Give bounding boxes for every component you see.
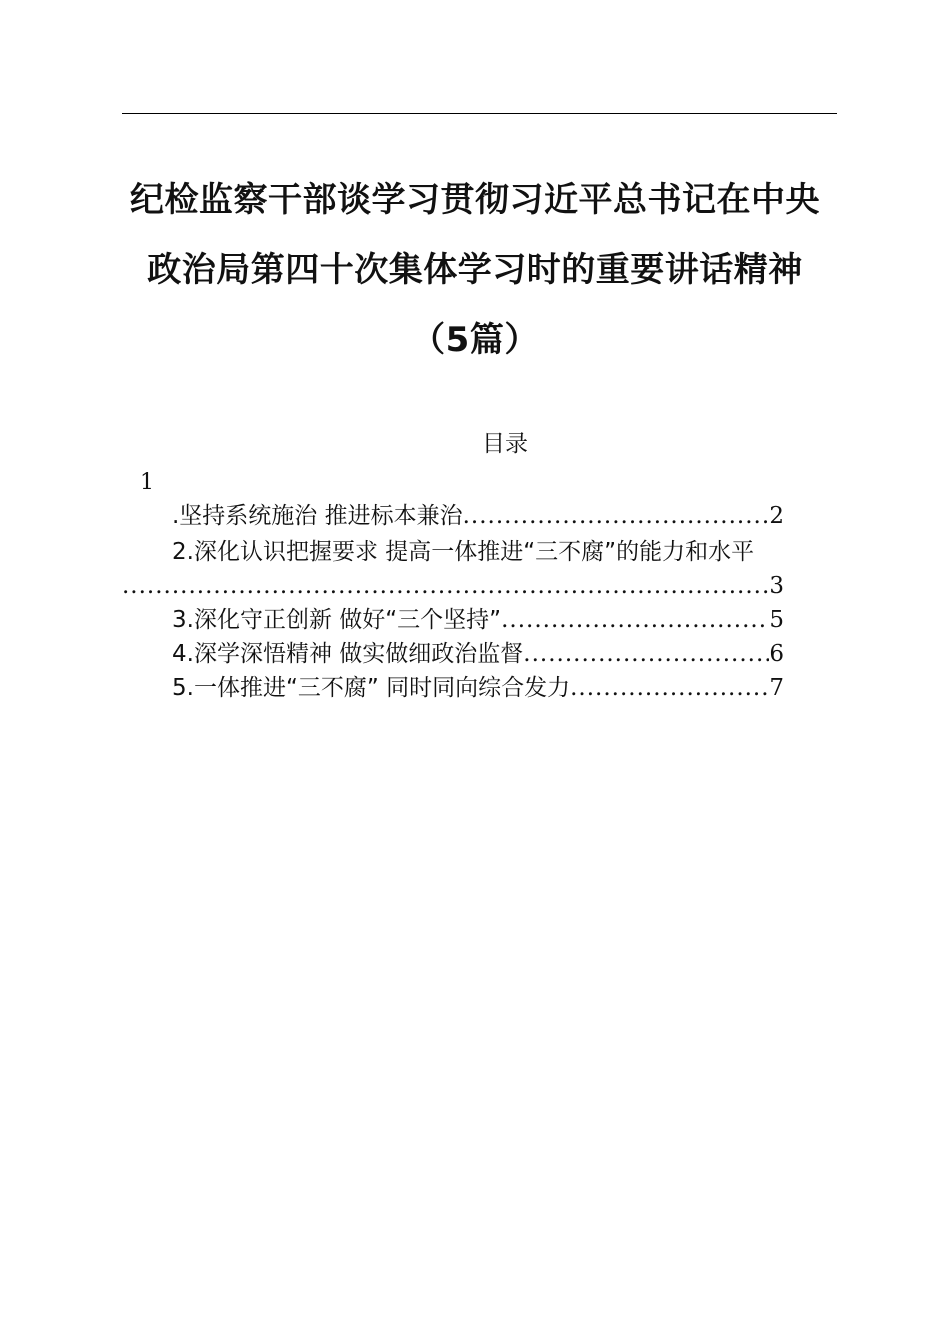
toc-entry-2-continuation[interactable] xyxy=(122,572,784,600)
document-title-line-2: 政治局第四十次集体学习时的重要讲话精神 xyxy=(147,250,803,290)
toc-entry-label: 3.深化守正创新 做好“三个坚持” xyxy=(172,607,502,633)
toc-entry-page: 6 xyxy=(769,641,784,667)
toc-entry-3[interactable] xyxy=(172,606,784,634)
toc-entry-page: 7 xyxy=(769,675,784,701)
toc-leader-dots xyxy=(501,606,769,634)
toc-entry-label: 4.深学深悟精神 做实做细政治监督 xyxy=(172,641,524,667)
toc-entry-label: 2.深化认识把握要求 提高一体推进“三不腐”的能力和水平 xyxy=(172,539,755,565)
document-title-line-1: 纪检监察干部谈学习贯彻习近平总书记在中央 xyxy=(130,180,820,220)
toc-heading: 目录 xyxy=(482,431,528,457)
toc-leader-dots xyxy=(122,572,769,600)
toc-entry-4[interactable] xyxy=(172,640,784,668)
toc-leader-dots xyxy=(523,640,769,668)
toc-leader-dots xyxy=(570,674,769,702)
toc-entry-2[interactable] xyxy=(172,538,837,566)
toc-entry-page: 3 xyxy=(769,573,784,599)
toc-entry-1[interactable] xyxy=(172,502,784,530)
document-title-line-3: （5篇） xyxy=(411,320,539,360)
header-rule xyxy=(122,113,837,114)
toc-entry-5[interactable] xyxy=(172,674,784,702)
toc-entry-page: 2 xyxy=(769,503,784,529)
toc-entry-label: .坚持系统施治 推进标本兼治 xyxy=(172,503,463,529)
toc-entry-page: 5 xyxy=(769,607,784,633)
toc-entry-label: 5.一体推进“三不腐” 同时同向综合发力 xyxy=(172,675,571,701)
toc-leader-dots xyxy=(463,502,770,530)
toc-entry-1-number: 1 xyxy=(140,470,154,495)
